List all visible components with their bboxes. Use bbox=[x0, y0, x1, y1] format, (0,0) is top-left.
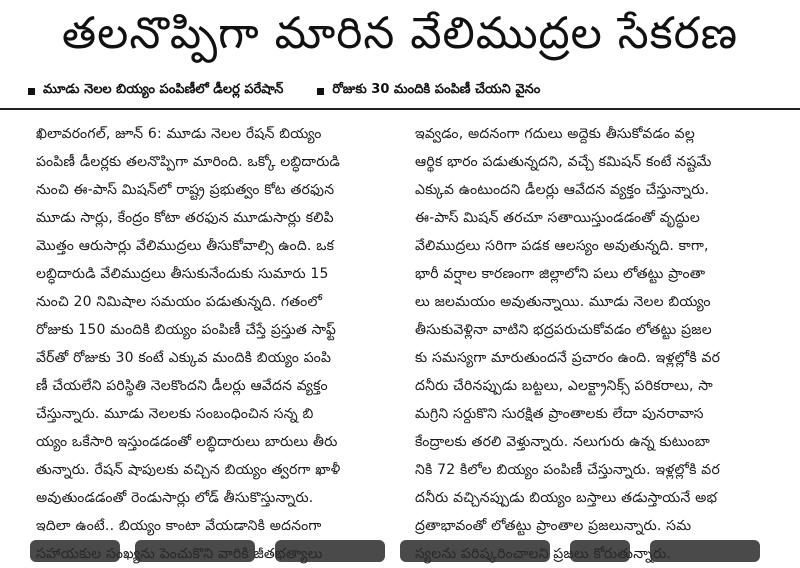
article-line: య్యం ఒకేసారి ఇస్తుండడంతో లబ్ధిదారులు బారులు తీరు bbox=[36, 434, 338, 450]
subheads bbox=[28, 77, 788, 105]
article-line: కోరుతున్నారు. bbox=[593, 546, 672, 562]
article-line: ణీ చేయలేని పరిస్థితి నెలకొందని డీలర్లు ఆవేదన వ్యక్తం bbox=[36, 378, 328, 394]
article-line: తున్నారు. రేషన్ షాపులకు వచ్చిన బియ్యం త్వరగా ఖాళీ bbox=[36, 462, 341, 478]
article-line: దనీరు చేరినప్పుడు బట్టలు, ఎలక్ట్రానిక్స్ పరికరాలు, సా bbox=[415, 378, 713, 394]
article-line: మూడు సార్లు, కేంద్రం కోటా తరఫున మూడుసార్లు కలిపి bbox=[36, 210, 334, 226]
article-line: లబ్ధిదారుడి వేలిముద్రలు తీసుకునేందుకు సుమారు 15 bbox=[36, 266, 329, 282]
article-line: ఖిలావరంగల్, జూన్ 6: మూడు నెలల రేషన్ బియ్యం bbox=[36, 126, 322, 142]
bullet-icon bbox=[317, 88, 324, 95]
article-line: ఎక్కువ ఉంటుందని డీలర్లు ఆవేదన వ్యక్తం చేస్తున్నారు. bbox=[415, 182, 710, 198]
headline: తలనొప్పిగా మారిన వేలిముద్రల సేకరణ bbox=[61, 8, 739, 59]
article-line: నుంచి ఈ-పాస్ మిషన్‌లో రాష్ట్ర ప్రభుత్వం కోట తరఫున bbox=[36, 182, 335, 198]
article-line: అవుతుండడంతో రెండుసార్లు లోడ్ తీసుకొస్తున్నారు. bbox=[36, 490, 314, 506]
article-line: ఆర్థిక భారం పడుతున్నదని, వచ్చే కమిషన్ కంటే నష్టమే bbox=[415, 154, 712, 170]
article-line: ఈ-పాస్ మిషన్ తరచూ సతాయిస్తుండడంతో వృద్ధుల bbox=[415, 210, 700, 226]
article-line: రోజుకు 150 మందికి బియ్యం పంపిణీ చేస్తే ప్రస్తుత సాఫ్ట్ bbox=[36, 322, 336, 338]
article-line: మగ్రిని సర్దుకొని సురక్షిత ప్రాంతాలకు లేదా పునరావాస bbox=[415, 406, 704, 422]
subhead-divider bbox=[0, 108, 800, 110]
article-column-right bbox=[415, 120, 775, 562]
subhead-1 bbox=[28, 82, 283, 100]
article-line: ఇవ్వడం, అదనంగా గదులు అద్దెకు తీసుకోవడం వల్ల bbox=[415, 126, 695, 142]
article-line: ద్రతాభావంతో లోతట్టు ప్రాంతాల ప్రజలున్నారు. సమ bbox=[415, 518, 692, 534]
article-line: దనీరు వచ్చినప్పుడు బియ్యం బస్తాలు తడుస్తాయనే అభ bbox=[415, 490, 718, 506]
article-line: ఇదిలా ఉంటే.. బియ్యం కాంటా వేయడానికి అదనంగా bbox=[36, 518, 322, 534]
article-line: లు జలమయం అవుతున్నాయి. మూడు నెలల బియ్యం bbox=[415, 294, 711, 310]
article-line: వేలిముద్రలు సరిగా పడక ఆలస్యం అవుతున్నది. కాగా, bbox=[415, 238, 709, 254]
article-line: నుంచి 20 నిమిషాల సమయం పడుతున్నది. గతంలో bbox=[36, 294, 323, 310]
article-line: నికి 72 కిలోల బియ్యం పంపిణీ చేస్తున్నారు. ఇళ్లల్లోకి వర bbox=[415, 462, 720, 478]
article-line: సంఖ్యను bbox=[106, 546, 156, 562]
article-line: పంపిణీ డీలర్లకు తలనొప్పిగా మారింది. ఒక్కో లబ్ధిదారుడి bbox=[36, 154, 341, 170]
article-line: వేర్‌తో రోజుకు 30 కంటే ఎక్కువ మందికి బియ్యం పంపి bbox=[36, 350, 332, 366]
article-line: కు సమస్యగా మారుతుందనే ప్రచారం ఉంది. ఇళ్లల్లోకి వర bbox=[415, 350, 721, 366]
article-line: కేంద్రాలకు తరలి వెళ్తున్నారు. నలుగురు ఉన్న కుటుంబా bbox=[415, 434, 710, 450]
article-line: మొత్తం ఆరుసార్లు వేలిముద్రలు తీసుకోవాల్సి ఉంది. ఒక bbox=[36, 238, 335, 254]
article-line: భారీ వర్షాల కారణంగా జిల్లాలోని పలు లోతట్టు ప్రాంతా bbox=[415, 266, 706, 282]
subhead-text-1: మూడు నెలల బియ్యం పంపిణీలో డీలర్ల పరేషాన్ bbox=[43, 82, 284, 97]
article-line: తీసుకువెళ్లినా వాటిని భద్రపరుచుకోవడం లోతట్టు ప్రజల bbox=[415, 322, 712, 338]
next-article-headline-cropped bbox=[0, 536, 800, 553]
subhead-text-2: రోజుకు 30 మందికి పంపిణీ చేయని వైనం bbox=[332, 82, 541, 97]
subhead-2 bbox=[317, 82, 540, 100]
bullet-icon bbox=[28, 88, 35, 95]
article-line: చేస్తున్నారు. మూడు నెలలకు సంబంధించిన సన్న బి bbox=[36, 406, 314, 422]
article-column-left bbox=[36, 120, 390, 562]
